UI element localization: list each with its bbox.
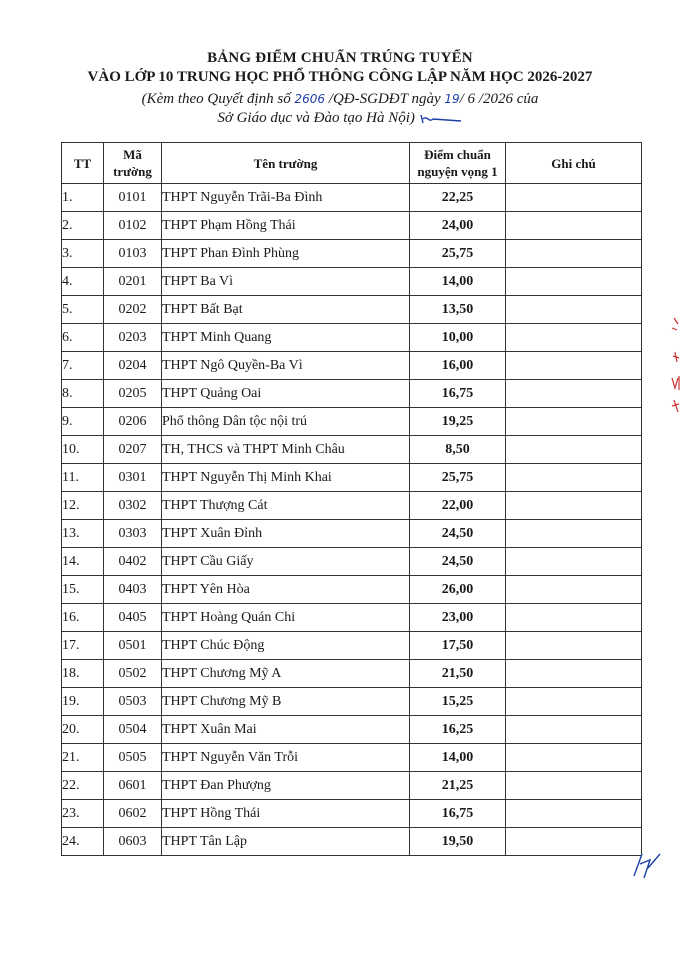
row-ghi-chu bbox=[506, 576, 642, 604]
row-ten-truong: THPT Chương Mỹ A bbox=[162, 660, 410, 688]
row-ma-truong: 0402 bbox=[104, 548, 162, 576]
row-diem-chuan: 21,50 bbox=[410, 660, 506, 688]
row-ten-truong: THPT Hoàng Quán Chi bbox=[162, 604, 410, 632]
row-tt: 24. bbox=[62, 828, 104, 856]
row-ma-truong: 0602 bbox=[104, 800, 162, 828]
row-ma-truong: 0302 bbox=[104, 492, 162, 520]
row-ten-truong: THPT Phạm Hồng Thái bbox=[162, 212, 410, 240]
row-diem-chuan: 25,75 bbox=[410, 464, 506, 492]
row-ghi-chu bbox=[506, 800, 642, 828]
row-diem-chuan: 10,00 bbox=[410, 324, 506, 352]
row-ten-truong: THPT Nguyễn Trãi-Ba Đình bbox=[162, 184, 410, 212]
row-ten-truong: THPT Chương Mỹ B bbox=[162, 688, 410, 716]
row-ma-truong: 0405 bbox=[104, 604, 162, 632]
row-tt: 4. bbox=[62, 268, 104, 296]
column-header-tt: TT bbox=[62, 143, 104, 184]
handwritten-initial-mark bbox=[419, 113, 463, 125]
row-diem-chuan: 16,25 bbox=[410, 716, 506, 744]
row-ghi-chu bbox=[506, 604, 642, 632]
row-ghi-chu bbox=[506, 324, 642, 352]
row-ghi-chu bbox=[506, 296, 642, 324]
row-tt: 3. bbox=[62, 240, 104, 268]
red-stamp-fragment bbox=[660, 300, 680, 440]
table-row bbox=[62, 268, 642, 296]
row-ghi-chu bbox=[506, 380, 642, 408]
row-diem-chuan: 23,00 bbox=[410, 604, 506, 632]
table-row bbox=[62, 212, 642, 240]
row-ten-truong: THPT Xuân Đỉnh bbox=[162, 520, 410, 548]
row-ma-truong: 0201 bbox=[104, 268, 162, 296]
row-diem-chuan: 24,00 bbox=[410, 212, 506, 240]
row-ghi-chu bbox=[506, 492, 642, 520]
row-ten-truong: THPT Đan Phượng bbox=[162, 772, 410, 800]
row-ten-truong: THPT Xuân Mai bbox=[162, 716, 410, 744]
row-ten-truong: THPT Nguyễn Thị Minh Khai bbox=[162, 464, 410, 492]
row-tt: 8. bbox=[62, 380, 104, 408]
row-ma-truong: 0103 bbox=[104, 240, 162, 268]
row-ghi-chu bbox=[506, 828, 642, 856]
row-ma-truong: 0206 bbox=[104, 408, 162, 436]
row-tt: 7. bbox=[62, 352, 104, 380]
row-ten-truong: THPT Minh Quang bbox=[162, 324, 410, 352]
row-diem-chuan: 15,25 bbox=[410, 688, 506, 716]
row-ten-truong: THPT Phan Đình Phùng bbox=[162, 240, 410, 268]
row-diem-chuan: 14,00 bbox=[410, 268, 506, 296]
row-ma-truong: 0303 bbox=[104, 520, 162, 548]
row-ten-truong: THPT Ngô Quyền-Ba Vì bbox=[162, 352, 410, 380]
table-body bbox=[62, 184, 642, 856]
row-ma-truong: 0603 bbox=[104, 828, 162, 856]
row-ma-truong: 0505 bbox=[104, 744, 162, 772]
corner-initial-signature bbox=[626, 850, 666, 880]
table-row bbox=[62, 772, 642, 800]
table-row bbox=[62, 492, 642, 520]
table-row bbox=[62, 800, 642, 828]
row-tt: 10. bbox=[62, 436, 104, 464]
row-tt: 12. bbox=[62, 492, 104, 520]
row-tt: 11. bbox=[62, 464, 104, 492]
row-ghi-chu bbox=[506, 408, 642, 436]
issuing-authority-text: Sở Giáo dục và Đào tạo Hà Nội) bbox=[217, 110, 415, 126]
table-row bbox=[62, 632, 642, 660]
row-tt: 14. bbox=[62, 548, 104, 576]
row-tt: 17. bbox=[62, 632, 104, 660]
table-row bbox=[62, 744, 642, 772]
row-ten-truong: THPT Ba Vì bbox=[162, 268, 410, 296]
row-ghi-chu bbox=[506, 716, 642, 744]
row-ma-truong: 0207 bbox=[104, 436, 162, 464]
row-diem-chuan: 16,00 bbox=[410, 352, 506, 380]
column-header-ghi-chu: Ghi chú bbox=[506, 143, 642, 184]
row-ghi-chu bbox=[506, 520, 642, 548]
table-row bbox=[62, 660, 642, 688]
row-ma-truong: 0301 bbox=[104, 464, 162, 492]
admission-scores-table bbox=[61, 142, 642, 856]
row-ghi-chu bbox=[506, 744, 642, 772]
row-diem-chuan: 14,00 bbox=[410, 744, 506, 772]
table-row bbox=[62, 688, 642, 716]
row-ma-truong: 0102 bbox=[104, 212, 162, 240]
table-header-row bbox=[62, 143, 642, 184]
table-row bbox=[62, 576, 642, 604]
table-row bbox=[62, 716, 642, 744]
row-ten-truong: THPT Thượng Cát bbox=[162, 492, 410, 520]
row-diem-chuan: 26,00 bbox=[410, 576, 506, 604]
table-row bbox=[62, 184, 642, 212]
row-tt: 1. bbox=[62, 184, 104, 212]
row-tt: 2. bbox=[62, 212, 104, 240]
table-row bbox=[62, 548, 642, 576]
row-tt: 18. bbox=[62, 660, 104, 688]
row-ma-truong: 0503 bbox=[104, 688, 162, 716]
row-ma-truong: 0203 bbox=[104, 324, 162, 352]
row-diem-chuan: 25,75 bbox=[410, 240, 506, 268]
table-row bbox=[62, 240, 642, 268]
row-ma-truong: 0502 bbox=[104, 660, 162, 688]
row-ma-truong: 0504 bbox=[104, 716, 162, 744]
table-row bbox=[62, 828, 642, 856]
row-ghi-chu bbox=[506, 240, 642, 268]
row-diem-chuan: 22,25 bbox=[410, 184, 506, 212]
decision-suffix: / 6 /2026 của bbox=[459, 91, 539, 107]
row-diem-chuan: 13,50 bbox=[410, 296, 506, 324]
row-diem-chuan: 16,75 bbox=[410, 800, 506, 828]
row-diem-chuan: 16,75 bbox=[410, 380, 506, 408]
row-tt: 23. bbox=[62, 800, 104, 828]
row-tt: 16. bbox=[62, 604, 104, 632]
row-diem-chuan: 24,50 bbox=[410, 548, 506, 576]
row-ghi-chu bbox=[506, 632, 642, 660]
row-diem-chuan: 22,00 bbox=[410, 492, 506, 520]
row-ghi-chu bbox=[506, 352, 642, 380]
row-ten-truong: THPT Tân Lập bbox=[162, 828, 410, 856]
table-row bbox=[62, 380, 642, 408]
row-tt: 6. bbox=[62, 324, 104, 352]
table-row bbox=[62, 352, 642, 380]
row-diem-chuan: 8,50 bbox=[410, 436, 506, 464]
row-ten-truong: THPT Quảng Oai bbox=[162, 380, 410, 408]
row-ten-truong: THPT Nguyễn Văn Trỗi bbox=[162, 744, 410, 772]
row-ghi-chu bbox=[506, 548, 642, 576]
row-diem-chuan: 17,50 bbox=[410, 632, 506, 660]
row-diem-chuan: 21,25 bbox=[410, 772, 506, 800]
row-ghi-chu bbox=[506, 436, 642, 464]
row-ten-truong: TH, THCS và THPT Minh Châu bbox=[162, 436, 410, 464]
row-tt: 5. bbox=[62, 296, 104, 324]
row-ma-truong: 0501 bbox=[104, 632, 162, 660]
row-tt: 19. bbox=[62, 688, 104, 716]
row-ghi-chu bbox=[506, 268, 642, 296]
table-row bbox=[62, 520, 642, 548]
table-row bbox=[62, 408, 642, 436]
row-ten-truong: THPT Cầu Giấy bbox=[162, 548, 410, 576]
row-tt: 15. bbox=[62, 576, 104, 604]
decision-number-handwritten: 2606 bbox=[294, 92, 326, 106]
document-title: BẢNG ĐIỂM CHUẨN TRÚNG TUYỂN bbox=[207, 50, 473, 66]
issuing-authority bbox=[0, 110, 680, 127]
row-ten-truong: Phổ thông Dân tộc nội trú bbox=[162, 408, 410, 436]
row-ghi-chu bbox=[506, 772, 642, 800]
row-diem-chuan: 19,50 bbox=[410, 828, 506, 856]
decision-reference bbox=[0, 91, 680, 108]
table-row bbox=[62, 324, 642, 352]
row-ghi-chu bbox=[506, 184, 642, 212]
row-ghi-chu bbox=[506, 212, 642, 240]
row-ma-truong: 0403 bbox=[104, 576, 162, 604]
row-ma-truong: 0202 bbox=[104, 296, 162, 324]
decision-prefix: (Kèm theo Quyết định số bbox=[141, 91, 295, 107]
row-diem-chuan: 19,25 bbox=[410, 408, 506, 436]
document-title-line2: VÀO LỚP 10 TRUNG HỌC PHỔ THÔNG CÔNG LẬP NĂM HỌC 2026-2027 bbox=[87, 69, 593, 85]
decision-mid: /QĐ-SGDĐT ngày bbox=[325, 91, 445, 107]
row-ma-truong: 0204 bbox=[104, 352, 162, 380]
column-header-diem-chuan: Điểm chuẩn nguyện vọng 1 bbox=[410, 143, 506, 184]
column-header-ma-truong: Mã trường bbox=[104, 143, 162, 184]
row-tt: 22. bbox=[62, 772, 104, 800]
row-ten-truong: THPT Chúc Động bbox=[162, 632, 410, 660]
row-ma-truong: 0101 bbox=[104, 184, 162, 212]
row-tt: 20. bbox=[62, 716, 104, 744]
row-tt: 21. bbox=[62, 744, 104, 772]
decision-day-handwritten: 19 bbox=[444, 92, 460, 106]
row-tt: 13. bbox=[62, 520, 104, 548]
table-row bbox=[62, 604, 642, 632]
row-ten-truong: THPT Hồng Thái bbox=[162, 800, 410, 828]
row-ghi-chu bbox=[506, 660, 642, 688]
row-diem-chuan: 24,50 bbox=[410, 520, 506, 548]
row-ghi-chu bbox=[506, 464, 642, 492]
row-ten-truong: THPT Yên Hòa bbox=[162, 576, 410, 604]
table-row bbox=[62, 296, 642, 324]
column-header-ten-truong: Tên trường bbox=[162, 143, 410, 184]
row-ma-truong: 0205 bbox=[104, 380, 162, 408]
table-row bbox=[62, 464, 642, 492]
row-ghi-chu bbox=[506, 688, 642, 716]
table-row bbox=[62, 436, 642, 464]
row-tt: 9. bbox=[62, 408, 104, 436]
row-ma-truong: 0601 bbox=[104, 772, 162, 800]
row-ten-truong: THPT Bất Bạt bbox=[162, 296, 410, 324]
